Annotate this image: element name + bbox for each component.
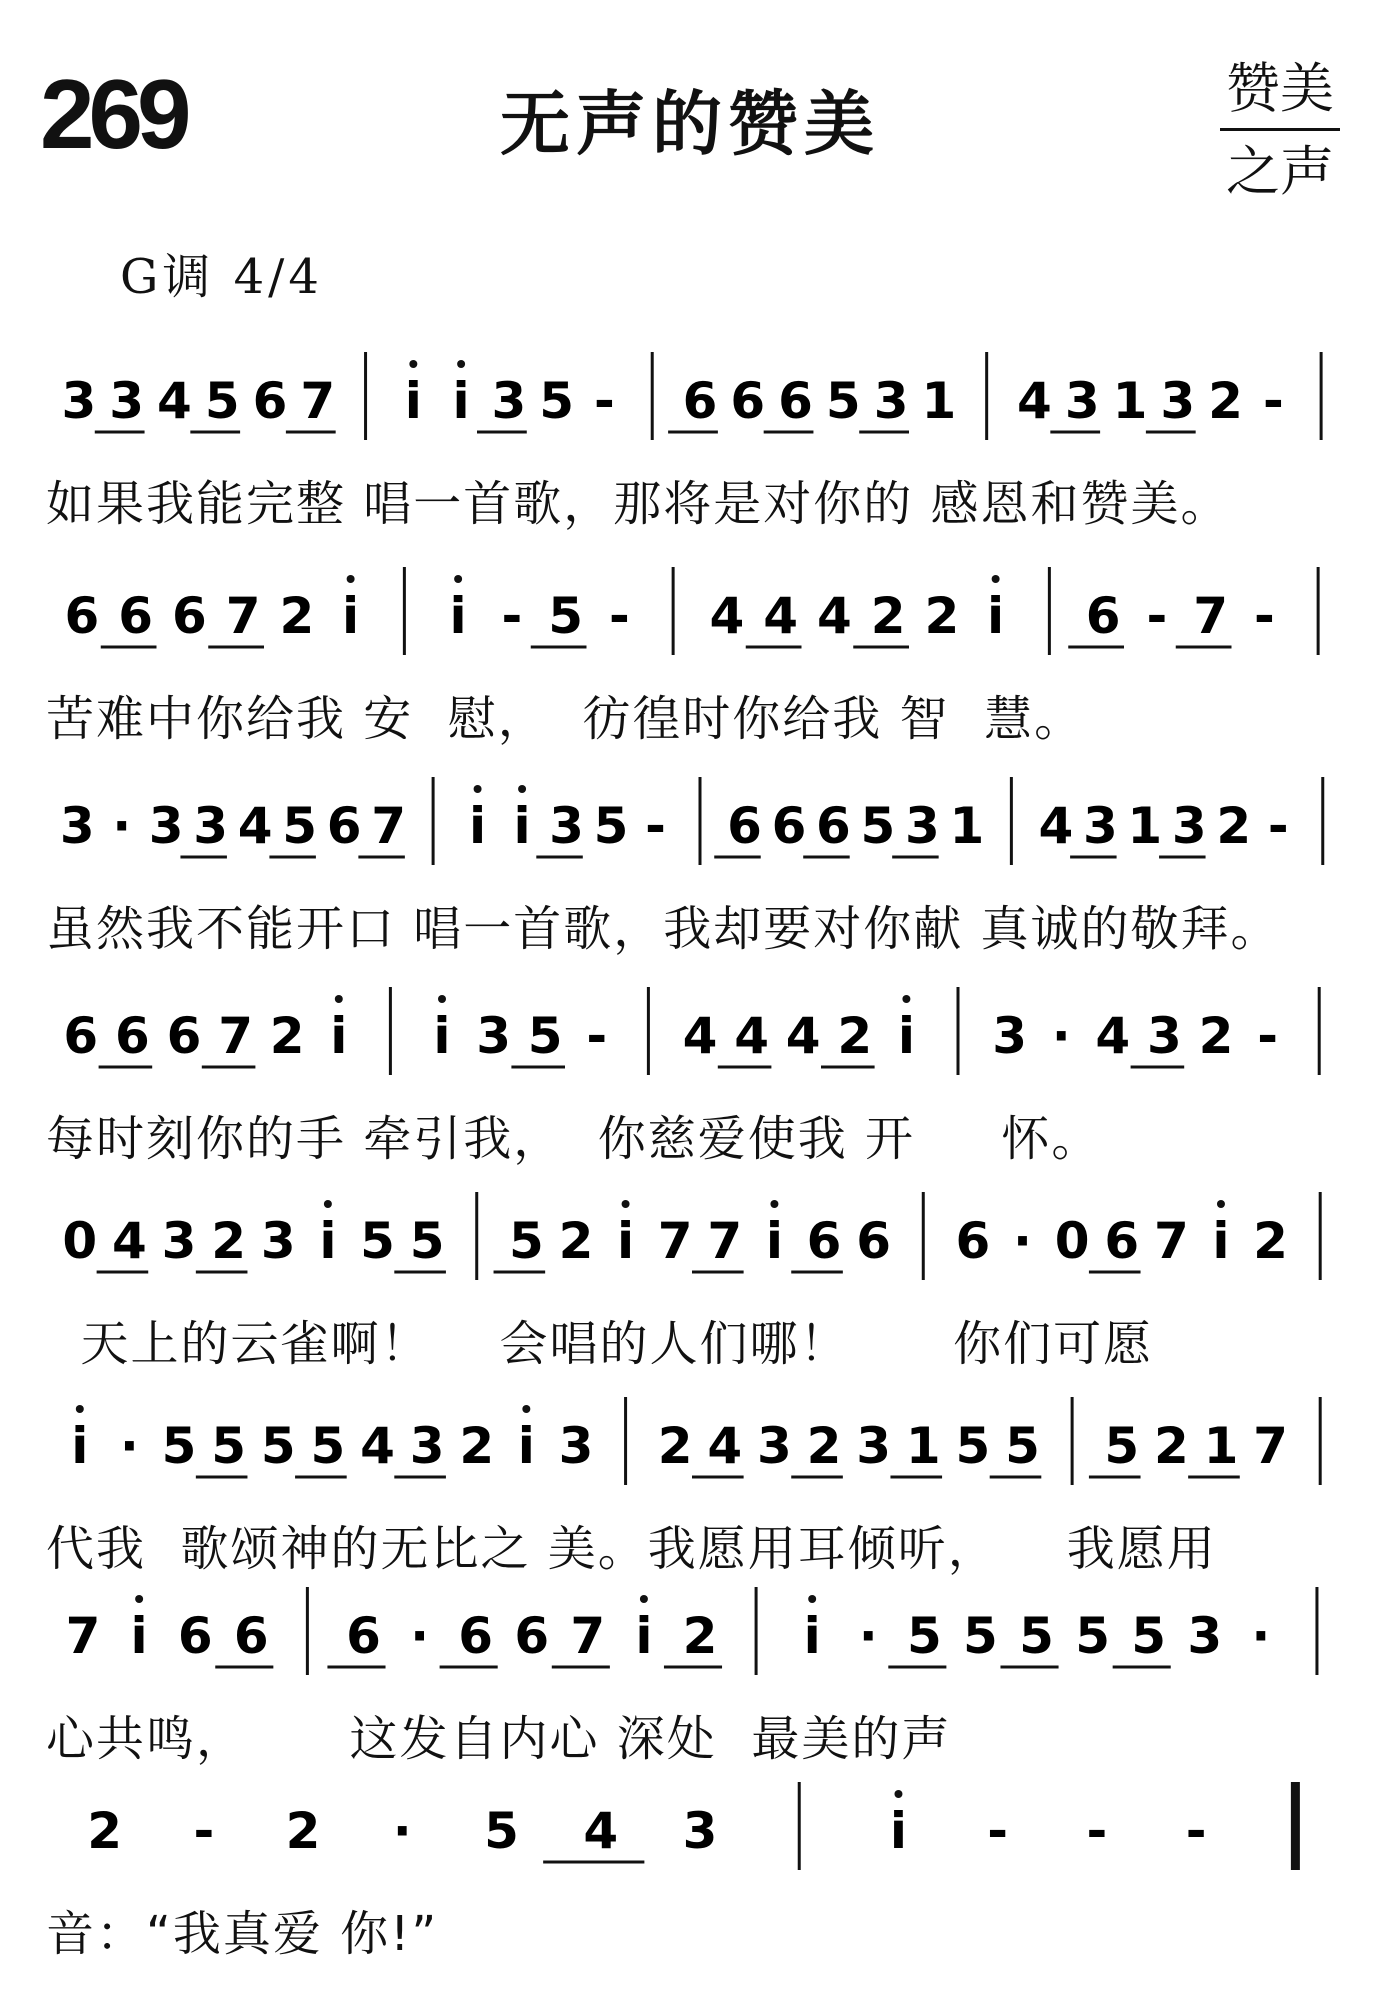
note: 2 — [1198, 1007, 1234, 1065]
note: 3 — [409, 1417, 445, 1475]
note: 1 — [1112, 372, 1148, 430]
note: 3 — [1187, 1607, 1223, 1665]
lyric-line: 天上的云雀啊！ 会唱的人们哪！ 你们可愿 — [46, 1316, 1154, 1372]
note: 6 — [64, 587, 100, 645]
note: 3 — [992, 1007, 1027, 1065]
note: 5 — [260, 1417, 296, 1475]
note: 5 — [1075, 1607, 1111, 1665]
dot-mark: · — [392, 1802, 412, 1860]
note: 5 — [593, 797, 629, 855]
note: 6 — [458, 1607, 494, 1665]
dot-mark: · — [112, 797, 132, 855]
score-system — [0, 985, 1400, 1185]
note: 4 — [1095, 1007, 1131, 1065]
source-line-1: 赞美 — [1220, 62, 1340, 131]
note: 2 — [87, 1802, 123, 1860]
note: i — [342, 587, 360, 645]
hymnal-source — [1220, 57, 1340, 203]
note: 4 — [682, 1007, 718, 1065]
lyric-line: 虽然我不能开口 唱一首歌，我却要对你献 真诚的敬拜。 — [46, 901, 1281, 957]
note: 6 — [63, 1007, 99, 1065]
note: 6 — [326, 797, 362, 855]
note: 6 — [1104, 1212, 1140, 1270]
notation-line — [0, 775, 1400, 895]
note: 6 — [771, 797, 807, 855]
note: i — [319, 1212, 337, 1270]
octave-dot — [522, 1405, 530, 1413]
octave-dot — [894, 1790, 902, 1798]
note: 7 — [65, 1607, 101, 1665]
note: 5 — [1005, 1417, 1040, 1475]
note: i — [517, 1417, 535, 1475]
octave-dot — [640, 1595, 648, 1603]
dash-note: - — [608, 587, 630, 645]
note: 0 — [1054, 1212, 1090, 1270]
note: 4 — [1038, 797, 1074, 855]
dash-note: - — [1146, 587, 1168, 645]
note: 6 — [727, 797, 762, 855]
note: 7 — [225, 587, 261, 645]
score-system — [0, 350, 1400, 550]
note: 3 — [1171, 797, 1207, 855]
note: 6 — [856, 1212, 892, 1270]
note: 6 — [730, 372, 766, 430]
note: 5 — [161, 1417, 197, 1475]
note: 2 — [1253, 1212, 1288, 1270]
note: 5 — [963, 1607, 998, 1665]
note: 2 — [269, 1007, 305, 1065]
octave-dot — [518, 785, 526, 793]
octave-dot — [135, 1595, 143, 1603]
octave-dot — [76, 1405, 84, 1413]
note: 5 — [906, 1607, 942, 1665]
note: 2 — [558, 1212, 594, 1270]
note: 6 — [171, 587, 207, 645]
note: i — [635, 1607, 653, 1665]
octave-dot — [992, 575, 1000, 583]
note: 3 — [1147, 1007, 1182, 1065]
dash-note: - — [645, 797, 666, 855]
note: 2 — [837, 1007, 873, 1065]
note: i — [765, 1212, 783, 1270]
dot-mark: · — [1051, 1007, 1071, 1065]
dash-note: - — [501, 587, 523, 645]
notation-line — [0, 1585, 1400, 1705]
note: 5 — [409, 1212, 445, 1270]
note: i — [469, 797, 487, 855]
note: 4 — [1017, 372, 1052, 430]
octave-dot — [1217, 1200, 1225, 1208]
note: 7 — [657, 1212, 693, 1270]
dash-note: - — [1267, 797, 1289, 855]
note: 2 — [657, 1417, 693, 1475]
note: 3 — [59, 797, 95, 855]
hymn-number: 269 — [40, 59, 186, 169]
dash-note: - — [594, 372, 615, 430]
note: 3 — [1082, 797, 1118, 855]
note: 4 — [583, 1802, 619, 1860]
note: 7 — [1193, 587, 1229, 645]
score-system — [0, 1780, 1400, 1980]
note: 5 — [310, 1417, 346, 1475]
note: 7 — [218, 1007, 253, 1065]
note: 2 — [924, 587, 960, 645]
note: 4 — [157, 372, 192, 430]
octave-dot — [770, 1200, 778, 1208]
note: 3 — [161, 1212, 197, 1270]
note: 2 — [1216, 797, 1252, 855]
note: 3 — [109, 372, 145, 430]
note: 1 — [1127, 797, 1163, 855]
note: i — [987, 587, 1005, 645]
octave-dot — [622, 1200, 630, 1208]
note: 1 — [949, 797, 985, 855]
note: 3 — [856, 1417, 892, 1475]
note: i — [449, 587, 467, 645]
note: 2 — [1208, 372, 1243, 430]
dash-note: - — [987, 1802, 1009, 1860]
lyric-line: 如果我能完整 唱一首歌，那将是对你的 感恩和赞美。 — [46, 476, 1231, 532]
note: 2 — [870, 587, 906, 645]
octave-dot — [454, 575, 462, 583]
score-system — [0, 1190, 1400, 1390]
notation-line — [0, 1190, 1400, 1310]
dot-mark: · — [858, 1607, 878, 1665]
score-system — [0, 1585, 1400, 1785]
note: 2 — [211, 1212, 247, 1270]
lyric-line: 苦难中你给我 安 慰， 彷徨时你给我 智 慧。 — [46, 691, 1085, 747]
note: 6 — [1085, 587, 1121, 645]
note: i — [513, 797, 531, 855]
note: 6 — [118, 587, 154, 645]
note: 6 — [806, 1212, 842, 1270]
note: 5 — [548, 587, 584, 645]
note: 7 — [1253, 1417, 1288, 1475]
note: 6 — [177, 1607, 213, 1665]
note: 2 — [806, 1417, 842, 1475]
score-system — [0, 775, 1400, 975]
score-system — [0, 565, 1400, 765]
octave-dot — [438, 995, 446, 1003]
lyric-line: 心共鸣， 这发自内心 深处 最美的声 — [46, 1711, 952, 1767]
dot-mark: · — [119, 1417, 139, 1475]
note: 3 — [148, 797, 184, 855]
note: 4 — [709, 587, 745, 645]
note: 3 — [682, 1802, 718, 1860]
score-system — [0, 1395, 1400, 1595]
dash-note: - — [1185, 1802, 1207, 1860]
note: 3 — [757, 1417, 792, 1475]
octave-dot — [347, 575, 355, 583]
note: 5 — [1131, 1607, 1167, 1665]
source-line-2: 之声 — [1226, 140, 1334, 203]
note: i — [71, 1417, 89, 1475]
note: 5 — [527, 1007, 563, 1065]
note: 6 — [778, 372, 813, 430]
notation-line — [0, 1780, 1400, 1900]
note: 5 — [1019, 1607, 1054, 1665]
note: 5 — [508, 1212, 544, 1270]
note: 3 — [1064, 372, 1100, 430]
dash-note: - — [1086, 1802, 1108, 1860]
note: 7 — [570, 1607, 606, 1665]
note: 5 — [1104, 1417, 1140, 1475]
octave-dot — [902, 995, 910, 1003]
note: 3 — [61, 372, 97, 430]
note: 2 — [459, 1417, 495, 1475]
note: 5 — [211, 1417, 247, 1475]
note: 1 — [921, 372, 957, 430]
lyric-line: 音：“我真爱 你!” — [46, 1906, 439, 1962]
note: 6 — [682, 372, 718, 430]
note: 4 — [237, 797, 273, 855]
note: 1 — [1203, 1417, 1239, 1475]
dot-mark: · — [1251, 1607, 1271, 1665]
note: i — [452, 372, 470, 430]
note: 7 — [371, 797, 407, 855]
note: i — [130, 1607, 148, 1665]
note: i — [889, 1802, 908, 1860]
note: 4 — [763, 587, 799, 645]
note: 7 — [707, 1212, 743, 1270]
note: 6 — [166, 1007, 202, 1065]
note: 5 — [204, 372, 240, 430]
note: 0 — [62, 1212, 98, 1270]
note: 4 — [816, 587, 852, 645]
dash-note: - — [193, 1802, 215, 1860]
note: 2 — [279, 587, 315, 645]
notation-line — [0, 1395, 1400, 1515]
dash-note: - — [586, 1007, 608, 1065]
note: 5 — [860, 797, 896, 855]
note: 5 — [360, 1212, 395, 1270]
lyric-line: 代我 歌颂神的无比之 美。我愿用耳倾听， 我愿用 — [46, 1521, 1217, 1577]
note: 3 — [1160, 372, 1196, 430]
dot-mark: · — [410, 1607, 430, 1665]
note: 5 — [539, 372, 575, 430]
octave-dot — [335, 995, 343, 1003]
dash-note: - — [1253, 587, 1275, 645]
octave-dot — [474, 785, 482, 793]
note: 5 — [282, 797, 318, 855]
note: 6 — [514, 1607, 550, 1665]
hymn-title: 无声的赞美 — [500, 83, 880, 165]
note: 6 — [233, 1607, 269, 1665]
note: 4 — [112, 1212, 147, 1270]
note: 4 — [707, 1417, 743, 1475]
note: 3 — [193, 797, 229, 855]
note: i — [330, 1007, 348, 1065]
note: 4 — [734, 1007, 769, 1065]
note: 5 — [825, 372, 861, 430]
note: 3 — [549, 797, 584, 855]
note: i — [617, 1212, 635, 1270]
note: 5 — [484, 1802, 519, 1860]
octave-dot — [324, 1200, 332, 1208]
note: 2 — [285, 1802, 321, 1860]
note: 6 — [955, 1212, 991, 1270]
note: 4 — [360, 1417, 395, 1475]
note: 6 — [115, 1007, 150, 1065]
key-signature: G调 4/4 — [120, 249, 323, 305]
notation-line — [0, 985, 1400, 1105]
note: 3 — [491, 372, 527, 430]
note: 7 — [1153, 1212, 1189, 1270]
note: 3 — [873, 372, 909, 430]
lyric-line: 每时刻你的手 牵引我， 你慈爱使我 开 怀。 — [46, 1111, 1102, 1167]
note: 6 — [346, 1607, 381, 1665]
notation-line — [0, 350, 1400, 470]
note: 3 — [476, 1007, 511, 1065]
note: 7 — [300, 372, 336, 430]
note: 2 — [682, 1607, 718, 1665]
note: i — [803, 1607, 821, 1665]
octave-dot — [409, 360, 417, 368]
octave-dot — [457, 360, 465, 368]
note: 4 — [785, 1007, 821, 1065]
note: 2 — [1153, 1417, 1189, 1475]
note: 5 — [955, 1417, 991, 1475]
note: 3 — [558, 1417, 594, 1475]
octave-dot — [808, 1595, 816, 1603]
note: i — [433, 1007, 451, 1065]
note: i — [404, 372, 422, 430]
note: 6 — [252, 372, 288, 430]
notation-line — [0, 565, 1400, 685]
note: 1 — [905, 1417, 941, 1475]
dash-note: - — [1262, 372, 1284, 430]
note: 6 — [816, 797, 851, 855]
dash-note: - — [1257, 1007, 1278, 1065]
note: i — [1212, 1212, 1230, 1270]
dot-mark: · — [1013, 1212, 1032, 1270]
note: 3 — [260, 1212, 296, 1270]
note: 3 — [905, 797, 940, 855]
note: i — [897, 1007, 915, 1065]
